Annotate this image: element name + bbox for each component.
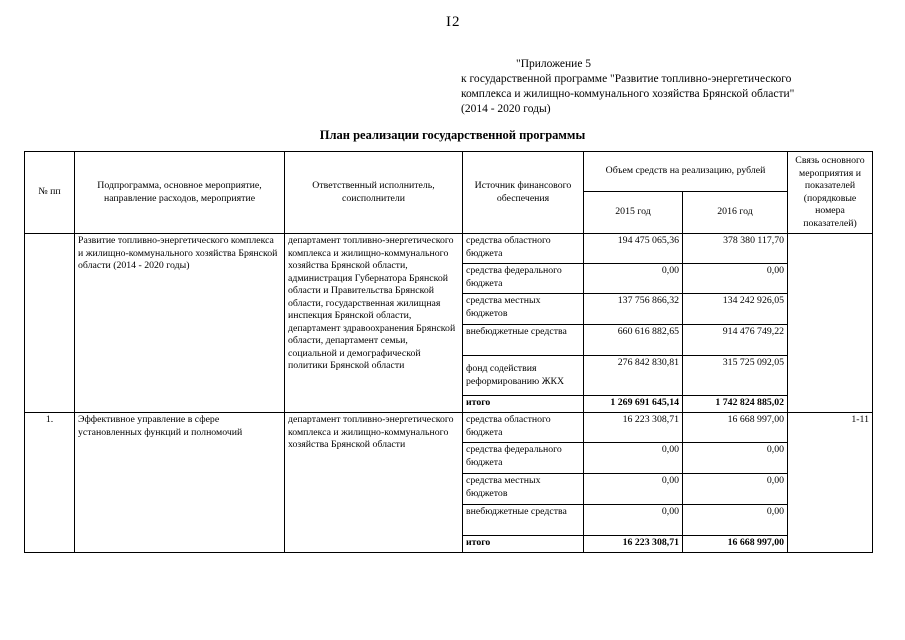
total-2015: 1 269 691 645,14 <box>584 396 683 413</box>
value-2016: 134 242 926,05 <box>683 294 788 325</box>
value-2015: 0,00 <box>584 443 683 474</box>
total-label: итого <box>463 396 584 413</box>
activity-name: Эффективное управление в сфере установленных функций и полномочий <box>75 413 285 553</box>
value-2015: 137 756 866,32 <box>584 294 683 325</box>
total-label: итого <box>463 536 584 553</box>
value-2016: 16 668 997,00 <box>683 413 788 443</box>
plan-table <box>24 151 873 553</box>
source-cell: внебюджетные средства <box>463 325 584 356</box>
appendix-header <box>461 57 881 117</box>
header-year-2015: 2015 год <box>584 192 683 234</box>
document-title: План реализации государственной программы <box>319 128 586 142</box>
indicator-link: 1-11 <box>788 413 873 553</box>
appendix-line: (2014 - 2020 годы) <box>461 103 551 115</box>
source-cell: средства местных бюджетов <box>463 294 584 325</box>
header-source: Источник финансового обеспечения <box>463 152 584 234</box>
value-2015: 0,00 <box>584 264 683 294</box>
header-subprogram: Подпрограмма, основное мероприятие, направление расходов, мероприятие <box>75 152 285 234</box>
row-number: 1. <box>25 413 75 553</box>
header-link: Связь основного мероприятия и показателей (порядковые номера показателей) <box>788 152 873 234</box>
value-2016: 378 380 117,70 <box>683 234 788 264</box>
value-2015: 660 616 882,65 <box>584 325 683 356</box>
source-cell: фонд содействия реформированию ЖКХ <box>463 356 584 396</box>
header-executor: Ответственный исполнитель, соисполнители <box>285 152 463 234</box>
source-cell: внебюджетные средства <box>463 505 584 536</box>
appendix-line: "Приложение 5 <box>516 58 592 70</box>
total-2016: 1 742 824 885,02 <box>683 396 788 413</box>
indicator-link <box>788 234 873 413</box>
value-2016: 914 476 749,22 <box>683 325 788 356</box>
appendix-line: к государственной программе "Развитие топливно-энергетического <box>461 73 792 85</box>
source-cell: средства областного бюджета <box>463 413 584 443</box>
value-2015: 0,00 <box>584 474 683 505</box>
value-2016: 315 725 092,05 <box>683 356 788 396</box>
table-row <box>25 413 873 443</box>
value-2015: 0,00 <box>584 505 683 536</box>
source-cell: средства местных бюджетов <box>463 474 584 505</box>
page-number: I2 <box>446 14 461 30</box>
value-2015: 16 223 308,71 <box>584 413 683 443</box>
value-2016: 0,00 <box>683 264 788 294</box>
source-cell: средства федерального бюджета <box>463 264 584 294</box>
value-2016: 0,00 <box>683 474 788 505</box>
header-volume: Объем средств на реализацию, рублей <box>584 152 788 192</box>
appendix-line: комплекса и жилищно-коммунального хозяйства Брянской области" <box>461 88 795 100</box>
value-2015: 276 842 830,81 <box>584 356 683 396</box>
header-num: № пп <box>25 152 75 234</box>
program-name: Развитие топливно-энергетического комплекса и жилищно-коммунального хозяйства Брянской области (2014 - 2020 годы) <box>75 234 285 413</box>
executor-cell: департамент топливно-энергетического комплекса и жилищно-коммунального хозяйства Брянской области, администрация Губернатора Брянской области и Правительства Брянской области, государственная жилищная инспекция Брянской области, департамент здравоохранения Брянской области, департамент семьи, социальной и демографической политики Брянской области <box>285 234 463 413</box>
value-2016: 0,00 <box>683 505 788 536</box>
value-2016: 0,00 <box>683 443 788 474</box>
header-year-2016: 2016 год <box>683 192 788 234</box>
row-number <box>25 234 75 413</box>
source-cell: средства федерального бюджета <box>463 443 584 474</box>
total-2015: 16 223 308,71 <box>584 536 683 553</box>
executor-cell: департамент топливно-энергетического комплекса и жилищно-коммунального хозяйства Брянской области <box>285 413 463 553</box>
total-2016: 16 668 997,00 <box>683 536 788 553</box>
table-row <box>25 234 873 264</box>
source-cell: средства областного бюджета <box>463 234 584 264</box>
value-2015: 194 475 065,36 <box>584 234 683 264</box>
